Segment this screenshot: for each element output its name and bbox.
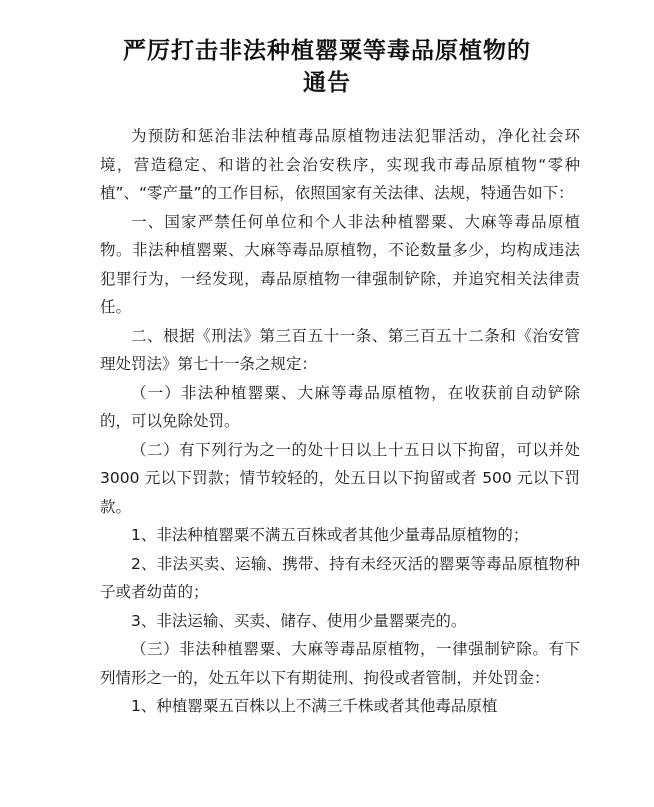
paragraph-clause-2: （二）有下列行为之一的处十日以上十五日以下拘留，可以并处 3000 元以下罚款；情节较轻的，处五日以下拘留或者 500 元以下罚款。 (100, 440, 580, 516)
paragraph-clause-1: （一）非法种植罂粟、大麻等毒品原植物，在收获前自动铲除的，可以免除处罚。 (100, 383, 580, 430)
document-title-line-1: 严厉打击非法种植罂粟等毒品原植物的 (123, 37, 531, 64)
paragraph-item-2-3: 3、非法运输、买卖、储存、使用少量罂粟壳的。 (131, 611, 467, 630)
paragraph-article-1: 一、国家严禁任何单位和个人非法种植罂粟、大麻等毒品原植物。非法种植罂粟、大麻等毒品原植物，不论数量多少，均构成违法犯罪行为，一经发现，毒品原植物一律强制铲除，并追究相关法律责任。 (100, 212, 580, 316)
paragraph-item-2-2: 2、非法买卖、运输、携带、持有未经灭活的罂粟等毒品原植物种子或者幼苗的； (100, 554, 580, 601)
paragraph-preamble: 为预防和惩治非法种植毒品原植物违法犯罪活动，净化社会环境，营造稳定、和谐的社会治安秩序，实现我市毒品原植物“零种植”、“零产量”的工作目标，依照国家有关法律、法规，特通告如下： (100, 127, 580, 202)
paragraph-clause-3: （三）非法种植罂粟、大麻等毒品原植物，一律强制铲除。有下列情形之一的，处五年以下有期徒刑、拘役或者管制，并处罚金： (100, 640, 580, 687)
document-title-line-2: 通告 (303, 69, 351, 96)
document-body (100, 122, 580, 721)
paragraph-item-2-1: 1、非法种植罂粟不满五百株或者其他少量毒品原植物的； (131, 526, 529, 544)
paragraph-article-2: 二、根据《刑法》第三百五十一条、第三百五十二条和《治安管理处罚法》第七十一条之规定： (100, 326, 580, 373)
paragraph-item-3-1: 1、种植罂粟五百株以上不满三千株或者其他毒品原植 (131, 697, 498, 715)
